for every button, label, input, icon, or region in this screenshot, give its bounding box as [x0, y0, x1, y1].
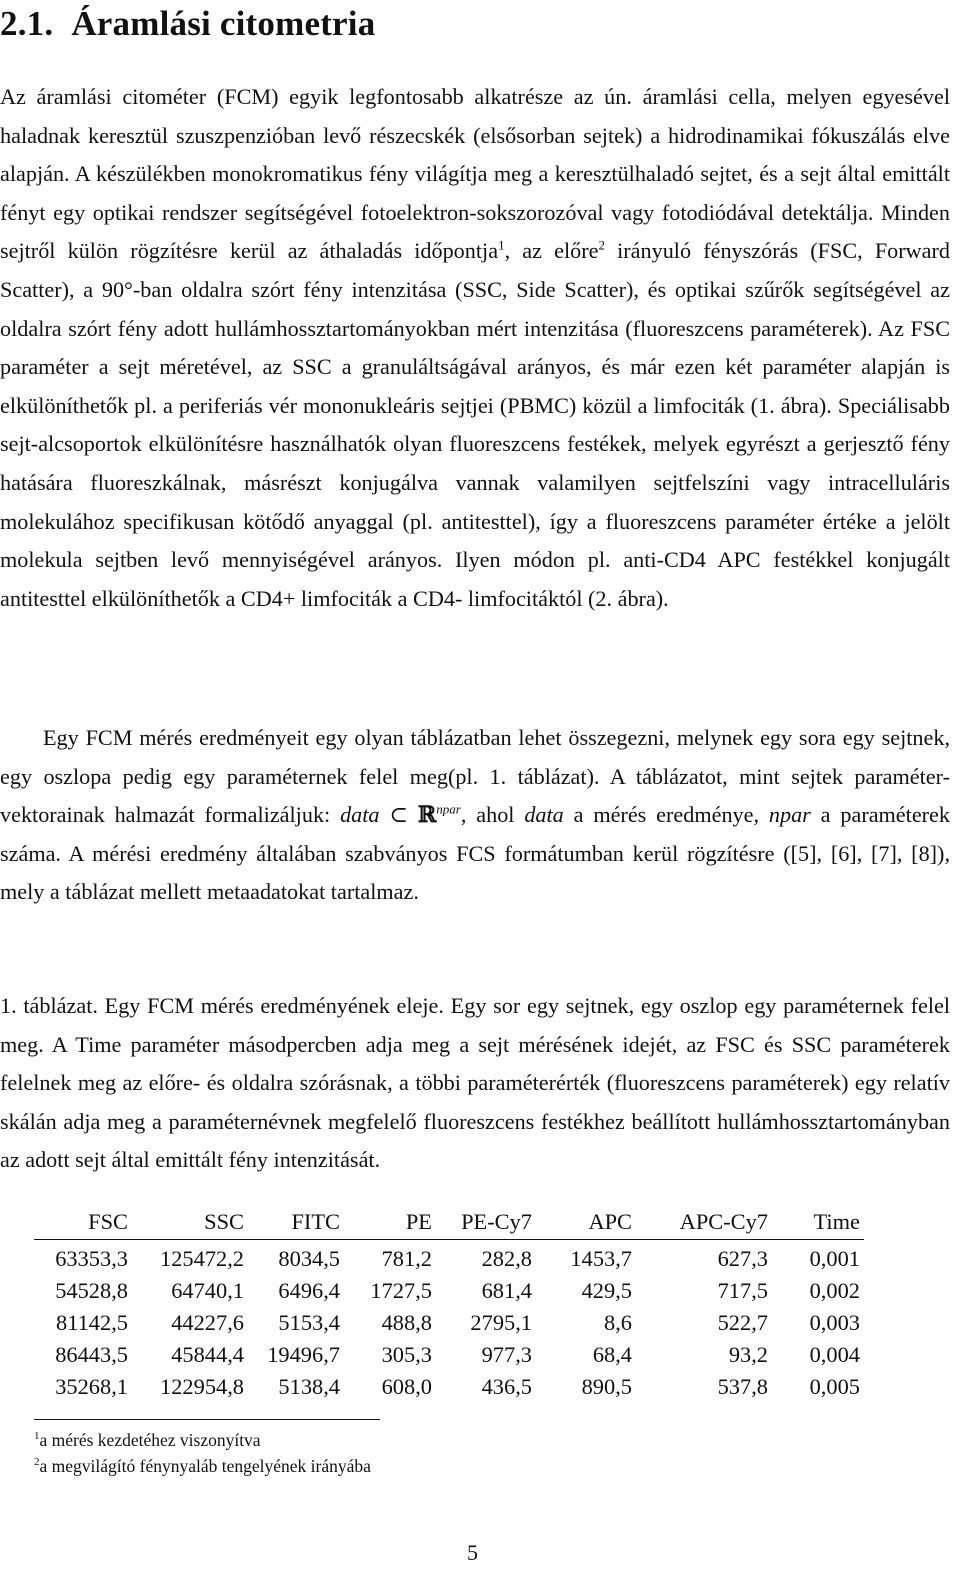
table-cell: 0,004	[809, 1342, 860, 1367]
table-cell: 81142,5	[56, 1310, 128, 1335]
paragraph-text: irányuló fényszórás (FSC, Forward Scatter), a	[0, 238, 950, 302]
table-caption: 1. táblázat. Egy FCM mérés eredményének eleje. Egy sor egy sejtnek, egy oszlop egy paraméternek felel meg. A Time paraméter másodpercben adja meg a sejt mérésének idejét, az FSC és SSC paraméterek felelnek meg az előre- és oldalra szórásnak, a többi paraméterérték (fluoreszcens paraméterek) egy relatív skálán adja meg a paraméternévnek megfelelő fluoreszcens festékhez beállított hullámhossztartományban az adott sejt által emittált fény intenzitását.	[0, 993, 950, 1173]
paragraph-text: Az áramlási citométer (FCM) egyik legfontosabb alkatrésze az ún. áramlási cella, melyen egyesével haladnak keresztül szuszpenzióban levő részecskék (elsősorban sejtek) a hidrodinamikai fókuszálás elve alapján. A készülékben monokromatikus fény világítja meg a keresztülhaladó sejtet, és a sejt által emittált fényt egy optikai rendszer segítségével fotoelektron-sokszorozóval vagy fotodiódával detektálja. Minden sejtről külön rögzítésre kerül az áthaladás időpontja	[0, 84, 950, 264]
table-cell: 0,001	[809, 1246, 860, 1271]
column-header: APC-Cy7	[636, 1205, 772, 1240]
section-title: Áramlási citometria	[71, 4, 376, 43]
table-cell: 0,003	[809, 1310, 860, 1335]
column-header: SSC	[132, 1205, 248, 1240]
paragraph-text: °-ban oldalra szórt fény intenzitása (SSC, Side Scatter), és optikai szűrők segítségével az oldalra szórt fény adott hullámhossztartományokban mért intenzitása (fluoreszcens paraméterek). Az FSC paraméter a sejt méretével, az SSC a granuláltságával arányos, és már ezen két paraméter alapján is elkülöníthetők pl. a periferiás vér mononukleáris sejtjei (PBMC) közül a limfociták (1. ábra). Speciálisabb sejt-alcsoportok elkülönítésre használhatók olyan fluoreszcens festékek, melyek egyrészt a gerjesztő fény hatására fluoreszkálnak, másrészt konjugálva vannak valamilyen sejtfelszíni vagy intracelluláris molekulához specifikusan kötődő anyaggal (pl. antitesttel), így a fluoreszcens paraméter értéke a jelölt molekula sejtben levő mennyiségével arányos. Ilyen módon pl. anti-CD4 APC festékkel konjugált antitesttel elkülöníthetők a CD4+ limfociták a CD4- limfocitáktól (2. ábra).	[0, 276, 950, 611]
table-cell: 429,5	[581, 1278, 632, 1303]
math-real-numbers: ℝ	[417, 802, 437, 829]
table-cell: 6496,4	[278, 1278, 340, 1303]
column-header: Time	[772, 1205, 864, 1240]
table-cell: 681,4	[481, 1278, 532, 1303]
table-cell: 125472,2	[160, 1246, 244, 1271]
page-number: 5	[467, 1540, 478, 1565]
table-cell: 488,8	[381, 1310, 432, 1335]
paragraph-intro	[0, 78, 950, 618]
math-npar-exponent: npar	[436, 801, 461, 817]
table-cell: 1453,7	[570, 1246, 632, 1271]
paragraph-table-description	[0, 719, 950, 912]
table-cell: 608,0	[381, 1374, 432, 1399]
footnote-mark: 1	[34, 1430, 40, 1443]
footnote-divider	[34, 1419, 380, 1420]
section-number: 2.1.	[0, 4, 54, 43]
table-cell: 717,5	[717, 1278, 768, 1303]
math-data: data	[340, 802, 380, 828]
section-heading	[0, 4, 375, 44]
table-cell: 436,5	[481, 1374, 532, 1399]
table-cell: 63353,3	[55, 1246, 128, 1271]
footnote-1	[34, 1430, 261, 1451]
paragraph-text: , az előre	[504, 238, 599, 264]
math-data: data	[524, 802, 564, 828]
table-cell: 5138,4	[278, 1374, 340, 1399]
table-cell: 44227,6	[171, 1310, 244, 1335]
table-cell: 522,7	[717, 1310, 768, 1335]
table-cell: 19496,7	[267, 1342, 340, 1367]
table-cell: 781,2	[381, 1246, 432, 1271]
table-row	[34, 1371, 864, 1403]
table-header-row	[34, 1205, 864, 1240]
table-cell: 45844,4	[171, 1342, 244, 1367]
table-cell: 282,8	[481, 1246, 532, 1271]
fcm-data-table	[34, 1205, 864, 1403]
footnote-mark: 2	[34, 1456, 40, 1469]
table-cell: 0,005	[809, 1374, 860, 1399]
table-cell: 1727,5	[370, 1278, 432, 1303]
table-cell: 35268,1	[55, 1374, 128, 1399]
footnote-text: a mérés kezdetéhez viszonyítva	[39, 1430, 261, 1450]
table-cell: 68,4	[592, 1342, 632, 1367]
table-row	[34, 1339, 864, 1371]
footnote-ref-2: 2	[598, 237, 605, 253]
table-row	[34, 1275, 864, 1307]
table-cell: 2795,1	[470, 1310, 532, 1335]
table-cell: 5153,4	[278, 1310, 340, 1335]
table-cell: 627,3	[717, 1246, 768, 1271]
table-cell: 93,2	[728, 1342, 768, 1367]
column-header: PE-Cy7	[436, 1205, 536, 1240]
table-cell: 8034,5	[278, 1246, 340, 1271]
math-angle: 90	[101, 276, 125, 302]
table-cell: 305,3	[381, 1342, 432, 1367]
paragraph-text: a paraméterek száma. A mérési eredmény általában szabványos FCS formátumban kerül rögzítésre ([5], [6], [7], [8]), mely a táblázat mellett metaadatokat tartalmaz.	[0, 802, 951, 905]
paragraph-text: , ahol	[460, 802, 525, 828]
column-header: APC	[536, 1205, 636, 1240]
table-cell: 64740,1	[171, 1278, 244, 1303]
column-header: FITC	[248, 1205, 344, 1240]
table-row	[34, 1240, 864, 1276]
table-cell: 977,3	[481, 1342, 532, 1367]
footnote-2	[34, 1456, 371, 1477]
table-cell: 54528,8	[55, 1278, 128, 1303]
math-subset-symbol: ⊂	[379, 802, 418, 828]
paragraph-text: a mérés eredménye,	[563, 802, 769, 828]
table-cell: 537,8	[717, 1374, 768, 1399]
footnote-ref-1: 1	[498, 237, 505, 253]
paragraph-text: Egy FCM mérés eredményeit egy olyan táblázatban lehet összegezni, melynek egy sora egy sejtnek, egy oszlopa pedig egy paraméternek felel meg(pl. 1. táblázat). A táblázatot, mint sejtek paraméter-vektorainak halmazát formalizáljuk:	[0, 725, 950, 828]
table-cell: 86443,5	[55, 1342, 128, 1367]
table-cell: 0,002	[809, 1278, 860, 1303]
math-npar: npar	[768, 802, 811, 828]
table-cell: 8,6	[604, 1310, 632, 1335]
table-row	[34, 1307, 864, 1339]
footnote-text: a megvilágító fénynyaláb tengelyének irányába	[39, 1456, 371, 1476]
column-header: FSC	[34, 1205, 132, 1240]
column-header: PE	[344, 1205, 436, 1240]
table-cell: 122954,8	[160, 1374, 244, 1399]
table-cell: 890,5	[581, 1374, 632, 1399]
